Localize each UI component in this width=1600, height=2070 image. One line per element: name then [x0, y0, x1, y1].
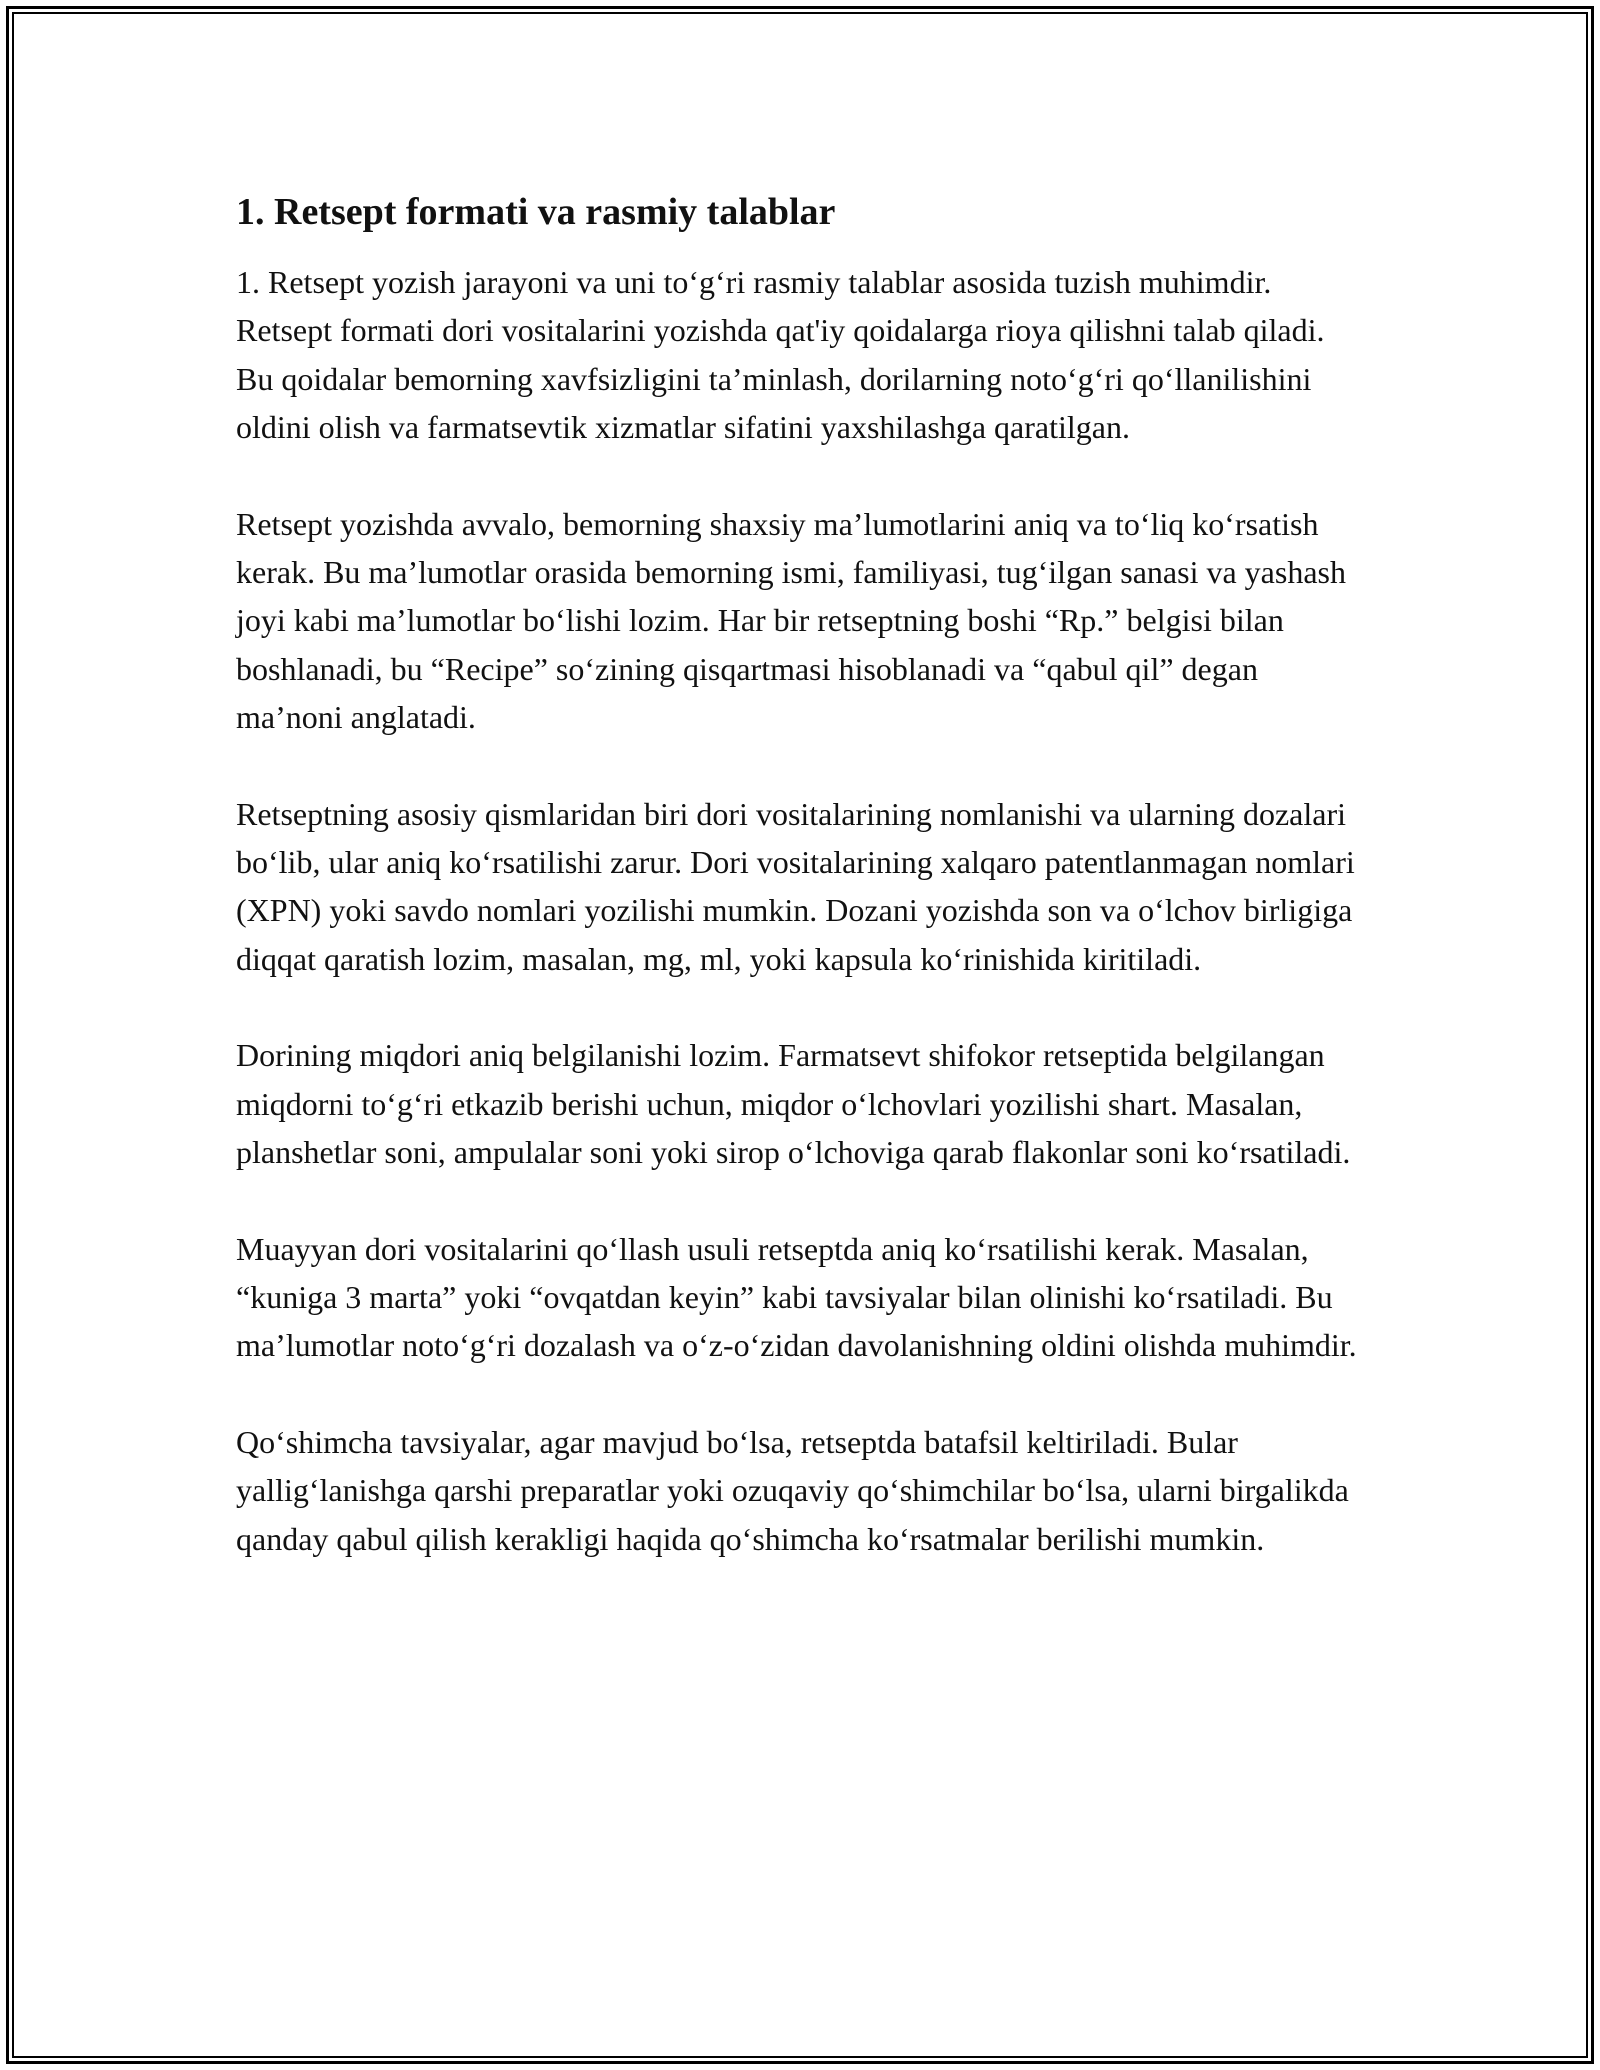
document-body — [236, 188, 1366, 1611]
paragraph-patient-data: Retsept yozishda avvalo, bemorning shaxsiy ma’lumotlarini aniq va to‘liq ko‘rsatish kerak. Bu ma’lumotlar orasida bemorning ismi, familiyasi, tug‘ilgan sanasi va yashash joyi kabi ma’lumotlar bo‘lishi lozim. Har bir retseptning boshi “Rp.” belgisi bilan boshlanadi, bu “Recipe” so‘zining qisqartmasi hisoblanadi va “qabul qil” degan ma’noni anglatadi. — [236, 505, 1346, 736]
paragraph-drug-names: Retseptning asosiy qismlaridan biri dori vositalarining nomlanishi va ularning dozalari bo‘lib, ular aniq ko‘rsatilishi zarur. Dori vositalarining xalqaro patentlanmagan nomlari (XPN) yoki savdo nomlari yozilishi mumkin. Dozani yozishda son va o‘lchov birligiga diqqat qaratish lozim, masalan, mg, ml, yoki kapsula ko‘rinishida kiritiladi. — [236, 795, 1355, 977]
paragraph-quantity: Dorining miqdori aniq belgilanishi lozim. Farmatsevt shifokor retseptida belgilangan miqdorni to‘g‘ri etkazib berishi uchun, miqdor o‘lchovlari yozilishi shart. Masalan, planshetlar soni, ampulalar soni yoki sirop o‘lchoviga qarab flakonlar soni ko‘rsatiladi. — [236, 1037, 1351, 1171]
paragraph-intro: 1. Retsept yozish jarayoni va uni to‘g‘ri rasmiy talablar asosida tuzish muhimdir. Retsept formati dori vositalarini yozishda qat'iy qoidalarga rioya qilishni talab qiladi. Bu qoidalar bemorning xavfsizligini ta’minlash, dorilarning noto‘g‘ri qo‘llanilishini oldini olish va farmatsevtik xizmatlar sifatini yaxshilashga qaratilgan. — [236, 264, 1325, 446]
paragraph-additional: Qo‘shimcha tavsiyalar, agar mavjud bo‘lsa, retseptda batafsil keltiriladi. Bular yallig‘lanishga qarshi preparatlar yoki ozuqaviy qo‘shimchilar bo‘lsa, ularni birgalikda qanday qabul qilish kerakligi haqida qo‘shimcha ko‘rsatmalar berilishi mumkin. — [236, 1423, 1349, 1557]
paragraph-usage: Muayyan dori vositalarini qo‘llash usuli retseptda aniq ko‘rsatilishi kerak. Masalan, “kuniga 3 marta” yoki “ovqatdan keyin” kabi tavsiyalar bilan olinishi ko‘rsatiladi. Bu ma’lumotlar noto‘g‘ri dozalash va o‘z-o‘zidan davolanishning oldini olishda muhimdir. — [236, 1230, 1357, 1364]
page-title: 1. Retsept formati va rasmiy talablar — [236, 191, 836, 233]
